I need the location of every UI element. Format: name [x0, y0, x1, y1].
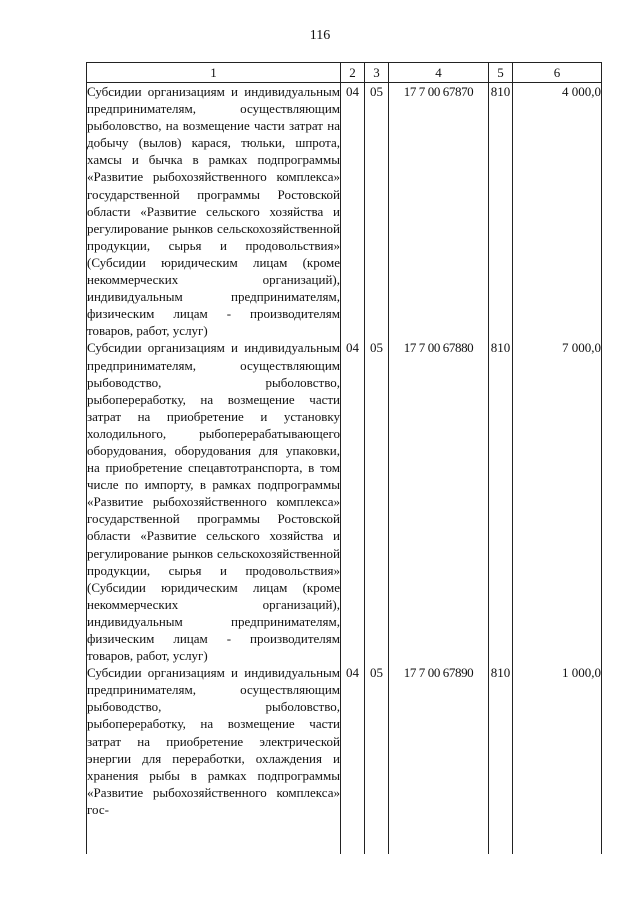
column-header-6: 6: [513, 63, 602, 83]
column-header-2: 2: [341, 63, 365, 83]
row-expense-type: 810: [489, 83, 513, 340]
row-amount: 4 000,0: [513, 83, 602, 340]
budget-table: [86, 62, 602, 854]
row-subsection: 05: [365, 339, 389, 664]
row-description: Субсидии организациям и индивидуальным предпринимателям, осуществляющим рыбоводство, рыболовство, рыбопереработку, на возмещение части затрат на приобретение и установку холодильного, рыбоперерабатывающего оборудования, оборудования для упаковки, на приобретение спецавтотранспорта, в том числе по импорту, в рамках подпрограммы «Развитие рыбохозяйственного комплекса» государственной программы Ростовской области «Развитие сельского хозяйства и регулирование рынков сельскохозяйственной продукции, сырья и продовольствия» (Субсидии юридическим лицам (кроме некоммерческих организаций), индивидуальным предпринимателям, физическим лицам - производителям товаров, работ, услуг): [87, 340, 340, 664]
row-subsection: 05: [365, 83, 389, 340]
row-amount: 7 000,0: [513, 339, 602, 664]
table-row: [87, 83, 602, 340]
column-header-1: 1: [87, 63, 341, 83]
row-target-article: 17 7 00 67890: [389, 664, 489, 854]
row-target-article: 17 7 00 67870: [389, 83, 489, 340]
row-target-article: 17 7 00 67880: [389, 339, 489, 664]
column-header-4: 4: [389, 63, 489, 83]
row-section: 04: [341, 339, 365, 664]
row-section: 04: [341, 83, 365, 340]
column-header-3: 3: [365, 63, 389, 83]
page-number: 116: [309, 28, 331, 43]
row-expense-type: 810: [489, 664, 513, 854]
row-section: 04: [341, 664, 365, 854]
table-header-row: [87, 63, 602, 83]
column-header-5: 5: [489, 63, 513, 83]
row-description: Субсидии организациям и индивидуальным предпринимателям, осуществляющим рыбоводство, рыболовство, рыбопереработку, на возмещение части затрат на приобретение электрической энергии для переработки, охлаждения и хранения рыбы в рамках подпрограммы «Развитие рыбохозяйственного комплекса» гос-: [87, 664, 341, 854]
row-subsection: 05: [365, 664, 389, 854]
row-expense-type: 810: [489, 339, 513, 664]
table-row: [87, 664, 602, 854]
row-amount: 1 000,0: [513, 664, 602, 854]
table-row: [87, 339, 602, 664]
row-description: Субсидии организациям и индивидуальным предпринимателям, осуществляющим рыболовство, на возмещение части затрат на добычу (вылов) карася, тюльки, шпрота, хамсы и бычка в рамках подпрограммы «Развитие рыбохозяйственного комплекса» государственной программы Ростовской области «Развитие сельского хозяйства и регулирование рынков сельскохозяйственной продукции, сырья и продовольствия» (Субсидии юридическим лицам (кроме некоммерческих организаций), индивидуальным предпринимателям, физическим лицам - производителям товаров, работ, услуг): [87, 84, 340, 339]
